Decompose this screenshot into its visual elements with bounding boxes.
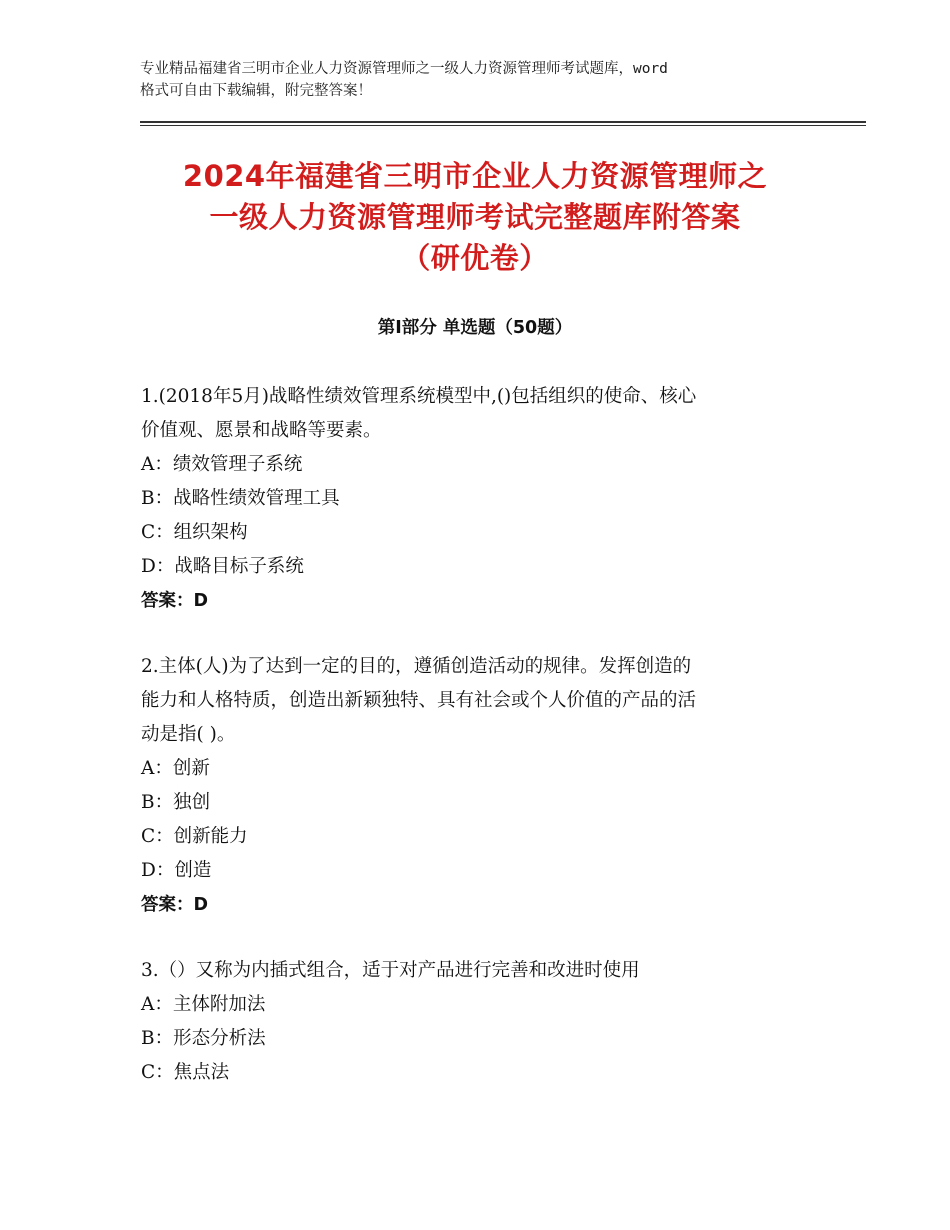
option-b: B：独创	[141, 792, 211, 813]
header-note-line-1: 专业精品福建省三明市企业人力资源管理师之一级人力资源管理师考试题库，word	[140, 61, 668, 77]
document-title-line-3: （研优卷）	[401, 241, 549, 275]
option-a: A：绩效管理子系统	[141, 454, 303, 475]
question-1	[141, 380, 821, 618]
option-b: B：形态分析法	[141, 1028, 266, 1049]
question-stem-line: 能力和人格特质，创造出新颖独特、具有社会或个人价值的产品的活	[141, 690, 697, 711]
document-title-line-2: 一级人力资源管理师考试完整题库附答案	[209, 200, 741, 234]
option-c: C：焦点法	[141, 1062, 230, 1083]
question-3	[141, 954, 821, 1090]
header-note	[140, 58, 830, 102]
option-c: C：创新能力	[141, 826, 248, 847]
question-stem-line: 3.（）又称为内插式组合，适于对产品进行完善和改进时使用	[141, 960, 640, 981]
option-a: A：主体附加法	[141, 994, 266, 1015]
question-stem-line: 动是指( )。	[141, 724, 236, 745]
document-title	[110, 156, 840, 279]
option-d: D：创造	[141, 860, 212, 881]
header-divider-thick	[140, 121, 866, 123]
answer: 答案：D	[141, 591, 209, 611]
question-stem-line: 价值观、愿景和战略等要素。	[141, 420, 382, 441]
option-b: B：战略性绩效管理工具	[141, 488, 340, 509]
question-spacer	[141, 922, 821, 954]
question-stem-line: 2.主体(人)为了达到一定的目的，遵循创造活动的规律。发挥创造的	[141, 656, 692, 677]
header-divider-thin	[140, 125, 866, 126]
section-heading: 第Ⅰ部分 单选题（50题）	[377, 318, 573, 338]
option-d: D：战略目标子系统	[141, 556, 304, 577]
option-c: C：组织架构	[141, 522, 248, 543]
header-note-line-2: 格式可自由下载编辑，附完整答案！	[140, 83, 372, 99]
question-list	[141, 380, 821, 1090]
option-a: A：创新	[141, 758, 210, 779]
question-stem-line: 1.(2018年5月)战略性绩效管理系统模型中,()包括组织的使命、核心	[141, 386, 697, 407]
question-spacer	[141, 618, 821, 650]
answer: 答案：D	[141, 895, 209, 915]
document-title-line-1: 2024年福建省三明市企业人力资源管理师之	[182, 159, 768, 193]
question-2	[141, 650, 821, 922]
